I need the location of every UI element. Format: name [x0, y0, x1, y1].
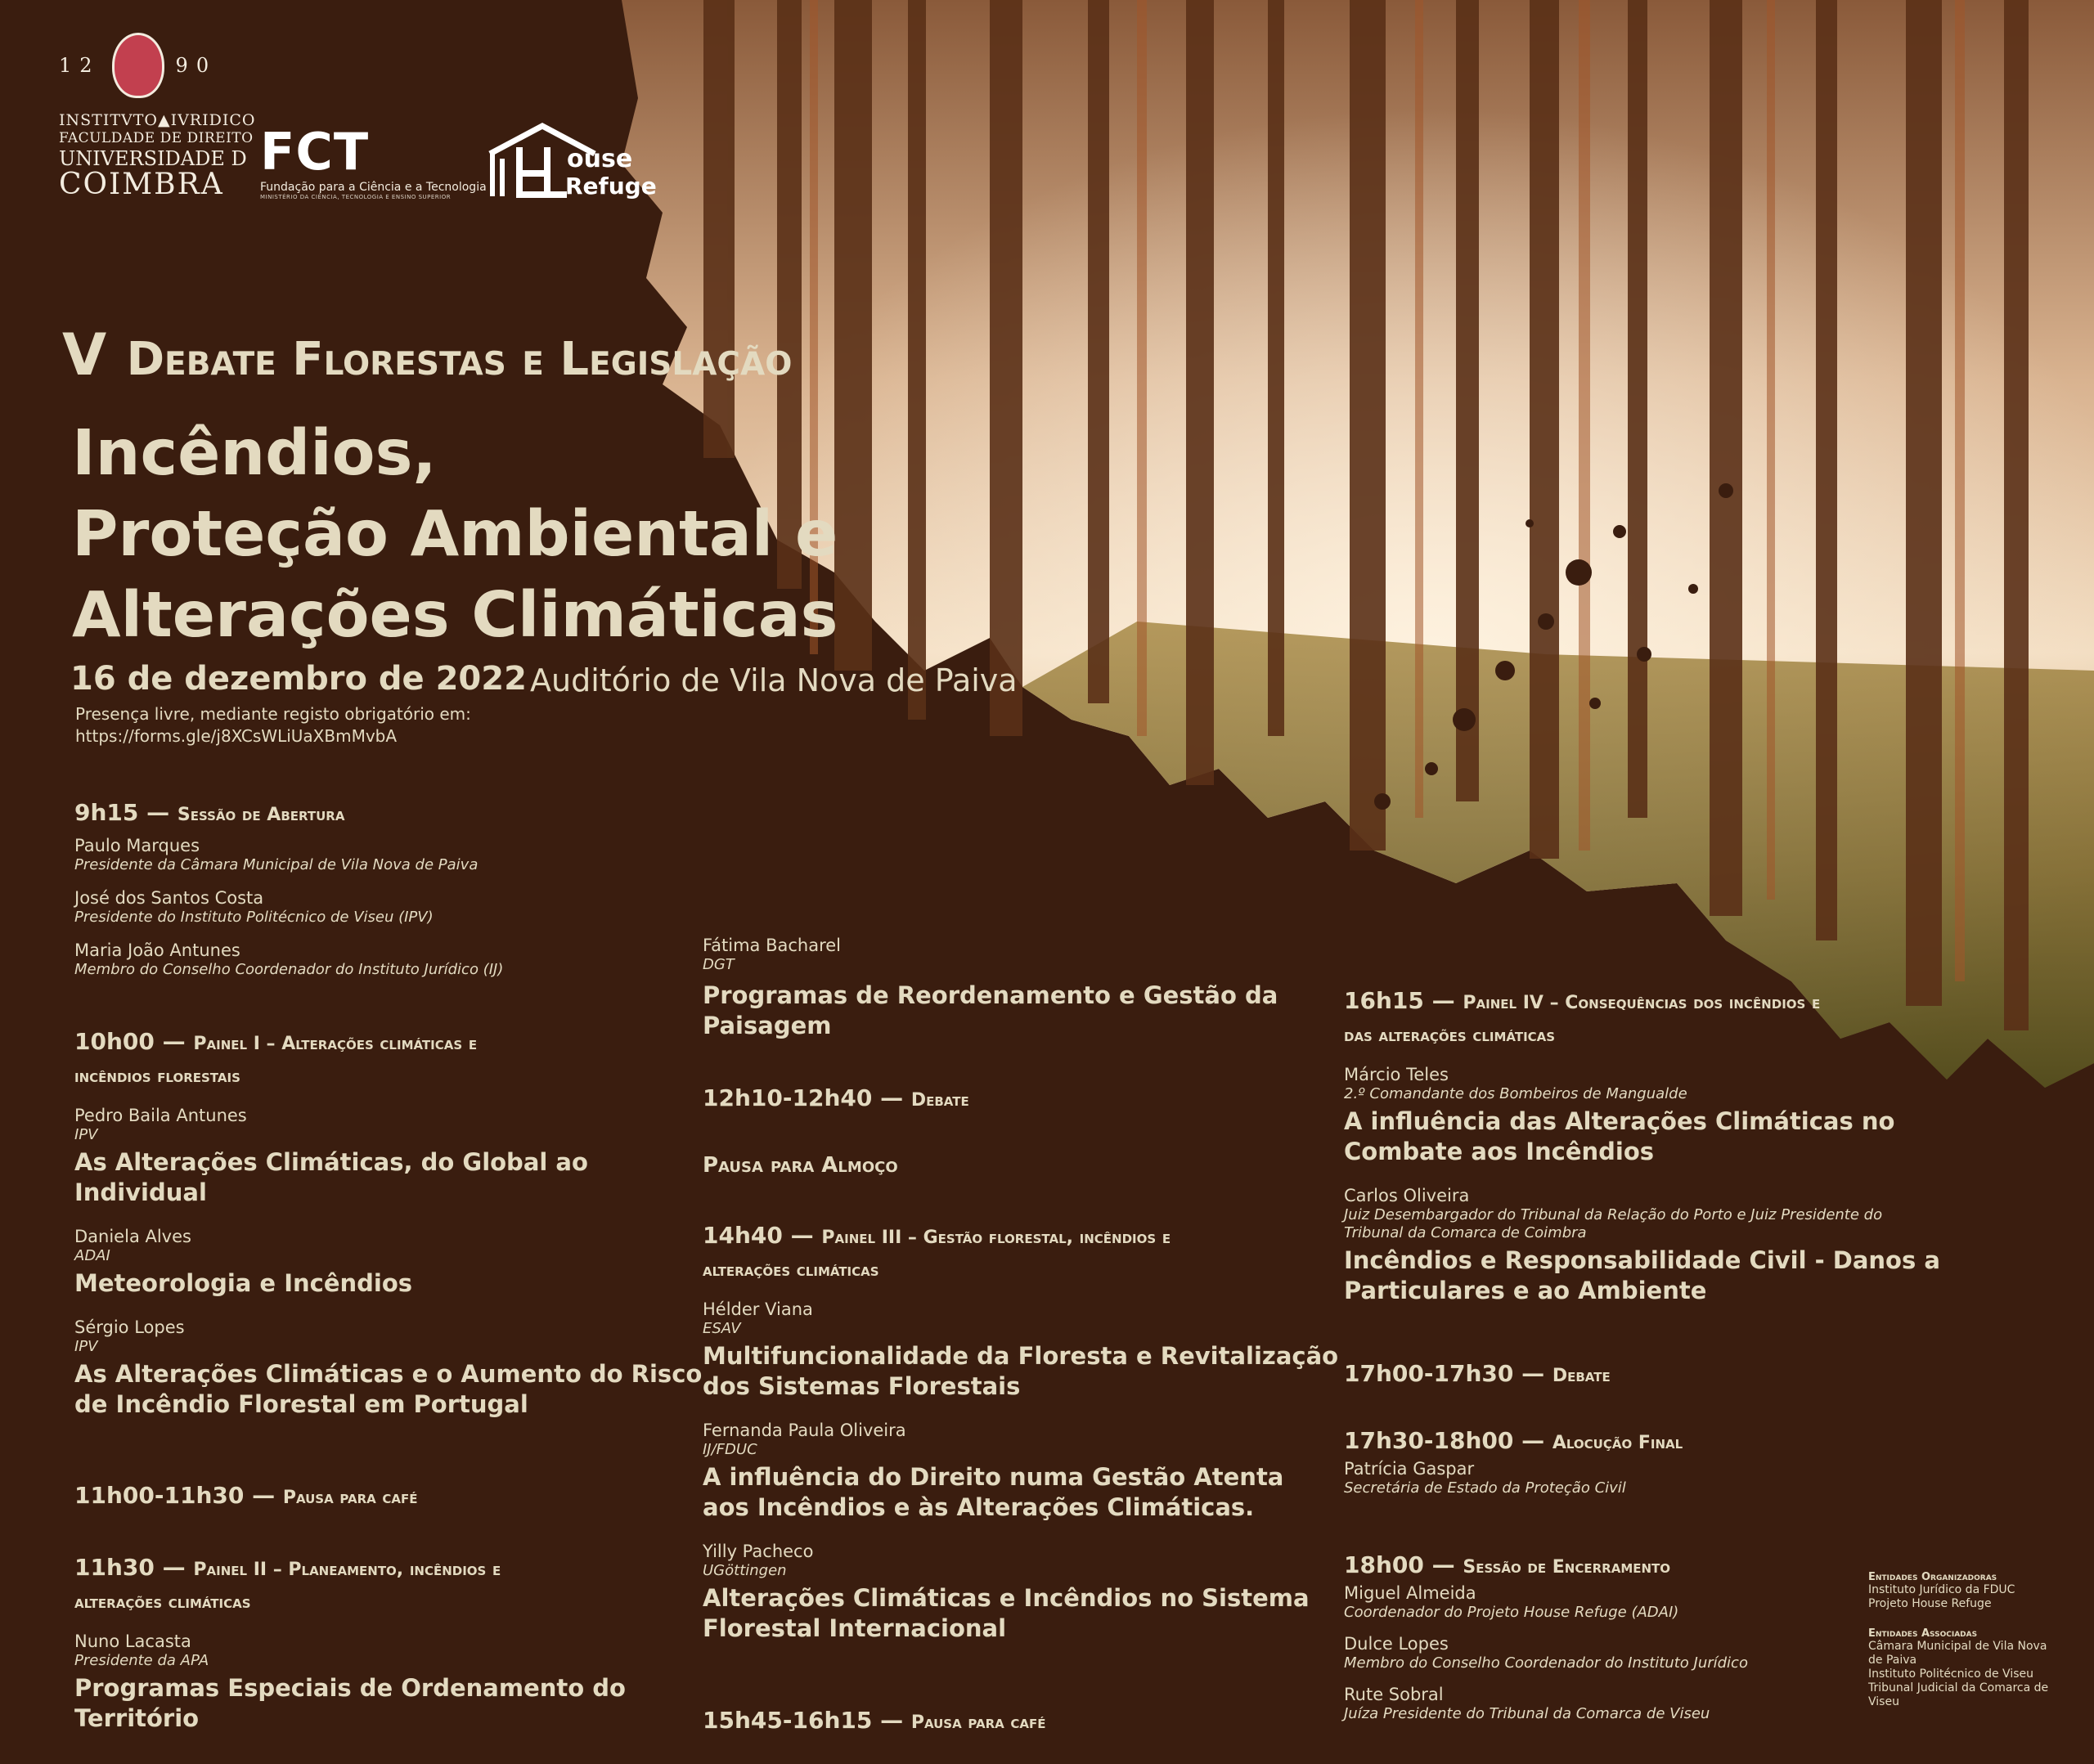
- entity-assoc: Câmara Municipal de Vila Nova: [1868, 1640, 2047, 1653]
- talk: [703, 1541, 1338, 1644]
- entity-assoc: Instituto Politécnico de Viseu: [1868, 1667, 2033, 1681]
- slot-label: Sessão de Encerramento: [1463, 1557, 1671, 1578]
- slot-label: Sessão de Abertura: [177, 805, 345, 825]
- talk: [1344, 1185, 1940, 1306]
- speaker-role-cont: Tribunal da Comarca de Coimbra: [1344, 1224, 1587, 1241]
- session-closing: [1344, 1550, 1748, 1723]
- speaker-name: Hélder Viana: [703, 1299, 813, 1319]
- speaker-name: Yilly Pacheco: [703, 1542, 814, 1561]
- speaker: [1344, 1458, 1683, 1497]
- speaker-name: Paulo Marques: [74, 836, 200, 855]
- speaker-name: Rute Sobral: [1344, 1685, 1444, 1704]
- speaker-role: Presidente da APA: [74, 1652, 209, 1669]
- speaker-role: 2.º Comandante dos Bombeiros de Mangualde: [1344, 1085, 1687, 1102]
- uc-line-1: INSTITVTO▲IVRIDICO: [59, 111, 256, 129]
- speaker-role: IPV: [74, 1126, 98, 1143]
- slot-time: 11h30 —: [74, 1554, 186, 1581]
- fct-ministry: MINISTÉRIO DA CIÊNCIA, TECNOLOGIA E ENSINO SUPERIOR: [260, 194, 452, 200]
- subtitle-line-1: Incêndios,: [72, 417, 437, 490]
- slot-label: Alocução Final: [1552, 1433, 1683, 1453]
- uc-logo: [59, 33, 256, 201]
- speaker-name: Fátima Bacharel: [703, 936, 842, 955]
- talk-title: Meteorologia e Incêndios: [74, 1269, 413, 1297]
- speaker-name: Daniela Alves: [74, 1227, 191, 1246]
- speaker: [1344, 1684, 1748, 1723]
- speaker-name: José dos Santos Costa: [74, 888, 264, 908]
- house-refuge-line-1: ouse: [567, 145, 633, 173]
- session-opening: [74, 797, 503, 979]
- uc-seal-icon: [112, 33, 164, 98]
- uc-year-left: 12: [59, 54, 101, 77]
- speaker-role: Juiz Desembargador do Tribunal da Relação do Porto e Juiz Presidente do: [1344, 1206, 1883, 1223]
- slot-time: 16h15 —: [1344, 987, 1455, 1014]
- slot-time: 9h15 —: [74, 799, 170, 826]
- speaker-role: ADAI: [74, 1247, 110, 1264]
- entity-org: Projeto House Refuge: [1868, 1597, 1992, 1610]
- event-subtitle: [72, 413, 838, 656]
- speaker-role: Presidente do Instituto Politécnico de Viseu (IPV): [74, 909, 434, 926]
- speaker-role: Secretária de Estado da Proteção Civil: [1344, 1479, 1626, 1497]
- talk: [74, 1105, 702, 1208]
- slot-time: 10h00 —: [74, 1028, 186, 1055]
- speaker-name: Patrícia Gaspar: [1344, 1459, 1475, 1479]
- slot-label: Painel IV – Consequências dos incêndios e: [1463, 993, 1821, 1013]
- registration-link[interactable]: https://forms.gle/j8XCsWLiUaXBmMvbA: [75, 726, 398, 746]
- slot-label: Painel III – Gestão florestal, incêndios e: [821, 1228, 1171, 1248]
- event-title: [62, 321, 792, 388]
- subtitle-line-2: Proteção Ambiental e: [72, 498, 838, 571]
- speaker: [74, 887, 503, 927]
- debate-1: [703, 1083, 969, 1115]
- slot-time: 14h40 —: [703, 1222, 814, 1249]
- slot-label: Debate: [1552, 1366, 1611, 1386]
- talk-title: As Alterações Climáticas, do Global ao Individual: [74, 1148, 588, 1206]
- talk-title: As Alterações Climáticas e o Aumento do Risco de Incêndio Florestal em Portugal: [74, 1360, 703, 1418]
- slot-time: 18h00 —: [1344, 1551, 1455, 1578]
- coffee-break-1: [74, 1480, 418, 1513]
- slot-time: 12h10-12h40 —: [703, 1084, 904, 1111]
- talk-title: A influência das Alterações Climáticas no Combate aos Incêndios: [1344, 1107, 1895, 1165]
- speaker-role: Coordenador do Projeto House Refuge (ADAI): [1344, 1604, 1679, 1621]
- talk: [703, 1420, 1338, 1523]
- speaker: [74, 940, 503, 979]
- subtitle-line-3: Alterações Climáticas: [72, 579, 838, 652]
- speaker-role: Membro do Conselho Coordenador do Instituto Jurídico (IJ): [74, 961, 504, 978]
- event-date: 16 de dezembro de 2022: [70, 660, 527, 698]
- entities-assoc-heading: Entidades Associadas: [1868, 1627, 1978, 1640]
- speaker: [74, 835, 503, 874]
- slot-time: 15h45-16h15 —: [703, 1707, 904, 1734]
- event-title-numeral: V: [62, 321, 107, 388]
- uc-line-4: COIMBRA: [59, 168, 224, 201]
- talk-title: Alterações Climáticas e Incêndios no Sistema Florestal Internacional: [703, 1584, 1310, 1642]
- speaker-role: Juíza Presidente do Tribunal da Comarca de Viseu: [1344, 1705, 1710, 1722]
- debate-2: [1344, 1358, 1611, 1391]
- slot-label-cont: alterações climáticas: [703, 1260, 879, 1281]
- slot-label: Pausa para Almoço: [703, 1153, 898, 1178]
- lunch-break: [703, 1149, 898, 1181]
- speaker-role: IPV: [74, 1338, 98, 1355]
- talk: [74, 1631, 626, 1734]
- fct-subtitle: Fundação para a Ciência e a Tecnologia: [260, 181, 487, 194]
- uc-line-2: FACULDADE DE DIREITO: [59, 130, 254, 146]
- house-refuge-line-2: Refuge: [565, 173, 657, 200]
- speaker-name: Sérgio Lopes: [74, 1317, 185, 1337]
- coffee-break-2: [703, 1705, 1046, 1738]
- talk: [74, 1226, 702, 1299]
- talk-title: A influência do Direito numa Gestão Atenta aos Incêndios e às Alterações Climáticas.: [703, 1463, 1284, 1521]
- talk-title: Incêndios e Responsabilidade Civil - Danos a Particulares e ao Ambiente: [1344, 1246, 1940, 1304]
- slot-label: Pausa para café: [282, 1488, 418, 1508]
- speaker-role: DGT: [703, 956, 735, 973]
- entity-org: Instituto Jurídico da FDUC: [1868, 1583, 2015, 1596]
- talk-title: Programas Especiais de Ordenamento do Território: [74, 1674, 626, 1732]
- panel-3: [703, 1220, 1338, 1644]
- entity-assoc: de Paiva: [1868, 1654, 1917, 1667]
- uc-year-right: 90: [175, 54, 218, 77]
- speaker-role: IJ/FDUC: [703, 1441, 757, 1458]
- fct-mark: FCT: [260, 122, 370, 182]
- speaker: [1344, 1582, 1748, 1622]
- panel-1: [74, 1026, 702, 1420]
- slot-time: 11h00-11h30 —: [74, 1482, 276, 1509]
- uc-line-3: UNIVERSIDADE D: [59, 147, 247, 170]
- talk-title: Programas de Reordenamento e Gestão da Paisagem: [703, 981, 1278, 1039]
- speaker-name: Maria João Antunes: [74, 940, 240, 960]
- speaker: [1344, 1633, 1748, 1672]
- speaker-name: Miguel Almeida: [1344, 1583, 1476, 1603]
- speaker-role: UGöttingen: [703, 1562, 787, 1579]
- speaker-role: Presidente da Câmara Municipal de Vila Nova de Paiva: [74, 856, 479, 873]
- event-title-text: Debate Florestas e Legislação: [126, 333, 793, 386]
- panel-4: [1344, 985, 1940, 1306]
- entity-assoc: Tribunal Judicial da Comarca de: [1868, 1681, 2049, 1694]
- talk: [74, 1317, 702, 1420]
- slot-label-cont: incêndios florestais: [74, 1066, 240, 1087]
- speaker-role: Membro do Conselho Coordenador do Instituto Jurídico: [1344, 1654, 1748, 1672]
- speaker-name: Márcio Teles: [1344, 1065, 1449, 1084]
- slot-label: Painel II – Planeamento, incêndios e: [193, 1560, 501, 1580]
- speaker-name: Dulce Lopes: [1344, 1634, 1449, 1654]
- speaker-name: Pedro Baila Antunes: [74, 1106, 247, 1125]
- slot-label-cont: das alterações climáticas: [1344, 1026, 1556, 1046]
- entities: [1868, 1568, 2073, 1709]
- closing-address: [1344, 1425, 1683, 1497]
- slot-time: 17h30-18h00 —: [1344, 1427, 1545, 1454]
- slot-label-cont: alterações climáticas: [74, 1592, 251, 1613]
- speaker-name: Carlos Oliveira: [1344, 1186, 1470, 1205]
- talk: [1344, 1064, 1940, 1167]
- event-venue: Auditório de Vila Nova de Paiva: [530, 662, 1018, 698]
- slot-label: Painel I – Alterações climáticas e: [193, 1034, 478, 1054]
- registration-info: [75, 703, 471, 747]
- house-refuge-logo: [485, 123, 657, 204]
- panel-2: [74, 1552, 626, 1734]
- talk-title: Multifuncionalidade da Floresta e Revitalização dos Sistemas Florestais: [703, 1342, 1339, 1400]
- talk: [703, 935, 1278, 1041]
- speaker-role: ESAV: [703, 1320, 741, 1337]
- slot-label: Pausa para café: [910, 1712, 1046, 1733]
- slot-label: Debate: [910, 1090, 969, 1111]
- entities-org-heading: Entidades Organizadoras: [1868, 1571, 1997, 1583]
- speaker-name: Fernanda Paula Oliveira: [703, 1421, 906, 1440]
- talk: [703, 1299, 1338, 1402]
- entity-assoc: Viseu: [1868, 1695, 1899, 1708]
- slot-time: 17h00-17h30 —: [1344, 1360, 1545, 1387]
- speaker-name: Nuno Lacasta: [74, 1632, 191, 1651]
- registration-text: Presença livre, mediante registo obrigatório em:: [75, 704, 471, 724]
- fct-logo: [260, 122, 487, 200]
